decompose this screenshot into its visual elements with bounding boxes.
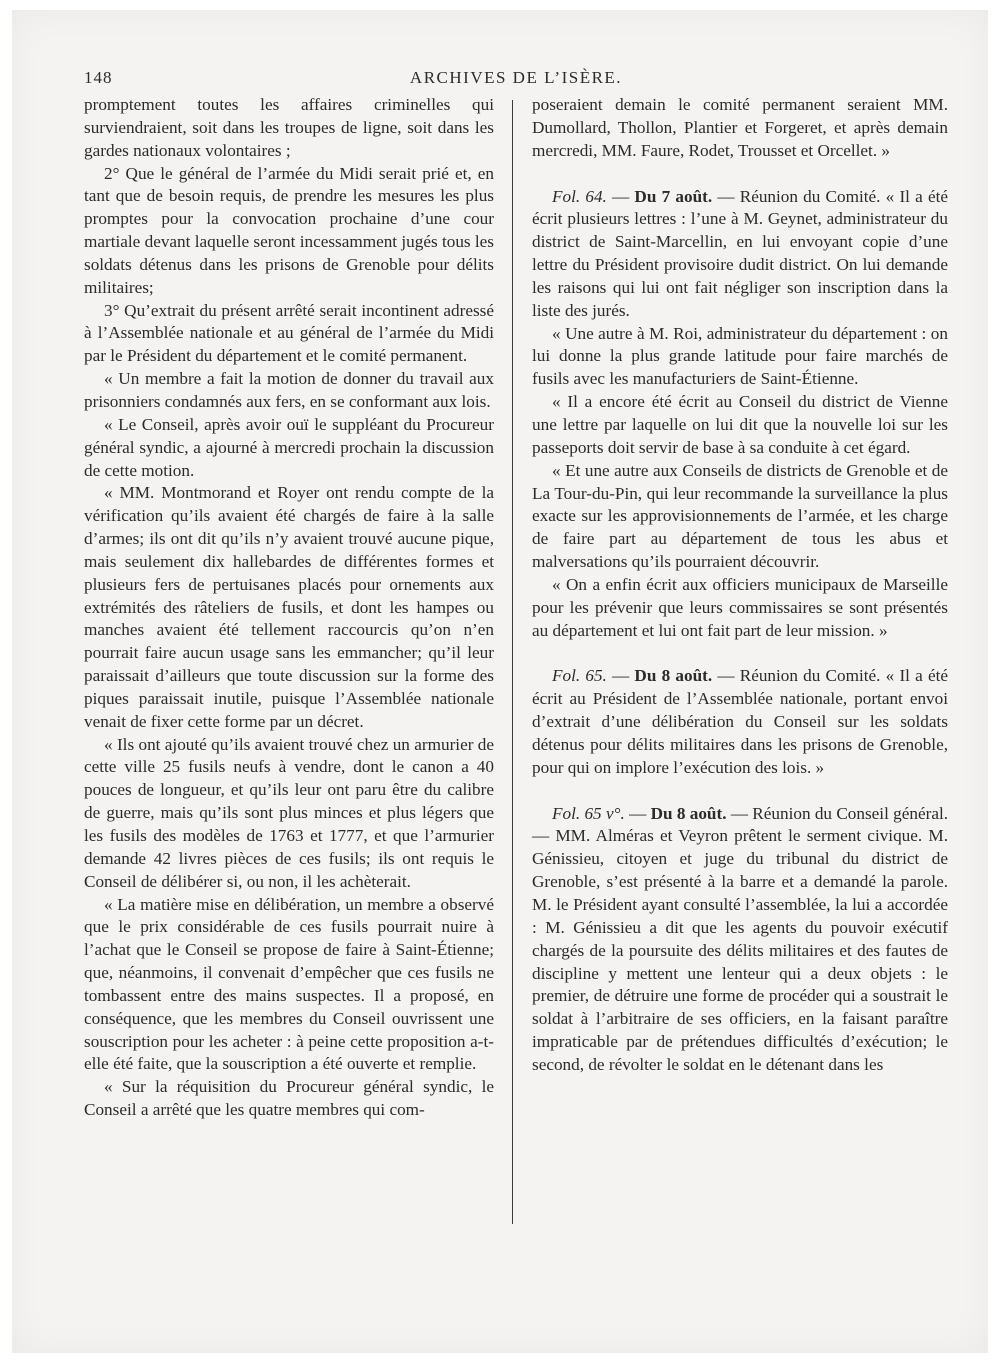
entry-date: Du 7 août. (634, 186, 713, 206)
paragraph: « La matière mise en délibération, un membre a observé que le prix considérable de ces fusils pourrait nuire à l’achat que le Conseil se propose de faire à Saint-Étienne; que, néanmoins, il convenait d’empêcher que ces fusils ne tombassent entre des mains suspectes. Il a proposé, en conséquence, que les membres du Conseil ouvrissent une souscription pour les acheter : à peine cette proposition a-t-elle été faite, que la souscription a été ouverte et remplie. (84, 894, 494, 1074)
paragraph: « Sur la réquisition du Procureur général syndic, le Conseil a arrêté que les quatre membres qui com- (84, 1077, 494, 1120)
paragraph: « Ils ont ajouté qu’ils avaient trouvé chez un armurier de cette ville 25 fusils neufs à vendre, dont le canon a 40 pouces de longueur, et qu’ils leur ont paru être du calibre de guerre, mais qu’ils sont plus minces et plus légers que les fusils des modèles de 1763 et 1777, et que l’armurier demande 42 livres pièces de ces fusils; ils ont requis le Conseil de délibérer si, ou non, il les achèterait. (84, 734, 494, 891)
left-column (84, 94, 494, 1122)
paragraph: 2° Que le général de l’armée du Midi serait prié et, en tant que de besoin requis, de prendre les mesures les plus promptes pour la convocation prochaine d’une cour martiale devant laquelle seront incessamment jugés tous les soldats détenus dans les prisons de Grenoble pour délits militaires; (84, 163, 494, 297)
paragraph: « Une autre à M. Roi, administrateur du département : on lui donne la plus grande latitude pour faire marchés de fusils avec les manufacturiers de Saint-Étienne. (532, 323, 948, 389)
right-column (532, 94, 948, 1077)
column-divider (512, 100, 513, 1224)
entry-text: — Réunion du Comité. « Il a été écrit au Président de l’Assemblée nationale, portant envoi d’extrait d’une délibération du Conseil sur les soldats détenus pour délits militaires dans les prisons de Grenoble, pour qui on implore l’exécution des lois. » (532, 666, 948, 777)
entry-fol-65v: Fol. 65 v°. — Du 8 août. — Réunion du Conseil général. — MM. Alméras et Veyron prêtent le serment civique. M. Génissieu, citoyen et juge du tribunal du district de Grenoble, s’est présenté à la barre et a demandé la parole. M. le Président ayant consulté l’assemblée, la lui a accordée : M. Génissieu a dit que les agents du pouvoir exécutif chargés de la poursuite des délits militaires et des fautes de discipline y mettent une lenteur qui a deux objets : le premier, de détruire une forme de procéder qui a soustrait le soldat à l’arbitraire de ses officiers, en la faisant paraître impraticable par de prétendues difficultés d’exécution; le second, de révolter le soldat en le détenant dans les (532, 803, 949, 1074)
running-title: ARCHIVES DE L’ISÈRE. (409, 68, 623, 87)
entry-date: Du 8 août. (634, 666, 713, 686)
folio-ref: Fol. 64. (552, 186, 607, 206)
page-header (84, 68, 948, 94)
paragraph: « On a enfin écrit aux officiers municipaux de Marseille pour les prévenir que leurs commissaires se sont présentés au département et lui ont fait part de leur mission. » (532, 574, 948, 640)
entry-fol-64: Fol. 64. — Du 7 août. — Réunion du Comité. « Il a été écrit plusieurs lettres : l’une à M. Geynet, administrateur du district de Saint-Marcellin, en lui envoyant copie d’une lettre du Président provisoire dudit district. On lui demande les raisons qui lui ont fait négliger son inscription dans la liste des jurés. (532, 186, 948, 320)
paragraph: promptement toutes les affaires criminelles qui surviendraient, soit dans les troupes de ligne, soit dans les gardes nationaux volontaires ; (84, 95, 494, 160)
entry-text: — Réunion du Conseil général. — MM. Alméras et Veyron prêtent le serment civique. M. Génissieu, citoyen et juge du tribunal du district de Grenoble, s’est présenté à la barre et a demandé la parole. M. le Président ayant consulté l’assemblée, la lui a accordée : M. Génissieu a dit que les agents du pouvoir exécutif chargés de la poursuite des délits militaires et des fautes de discipline y mettent une lenteur qui a deux objets : le premier, de détruire une forme de procéder qui a soustrait le soldat à l’arbitraire de ses officiers, en la faisant paraître impraticable par de prétendues difficultés d’exécution; le second, de révolter le soldat en le détenant dans les (532, 803, 949, 1074)
paragraph: poseraient demain le comité permanent seraient MM. Dumollard, Thollon, Plantier et Forgeret, et après demain mercredi, MM. Faure, Rodet, Trousset et Orcellet. » (532, 95, 948, 160)
entry-date: Du 8 août. (650, 803, 727, 823)
paragraph: « Le Conseil, après avoir ouï le suppléant du Procureur général syndic, a ajourné à mercredi prochain la discussion de cette motion. (84, 414, 494, 480)
folio-ref: Fol. 65 v°. (552, 803, 625, 823)
paragraph: 3° Qu’extrait du présent arrêté serait incontinent adressé à l’Assemblée nationale et au général de l’armée du Midi par le Président du département et le comité permanent. (84, 300, 494, 366)
entry-fol-65: Fol. 65. — Du 8 août. — Réunion du Comité. « Il a été écrit au Président de l’Assemblée nationale, portant envoi d’extrait d’une délibération du Conseil sur les soldats détenus pour délits militaires dans les prisons de Grenoble, pour qui on implore l’exécution des lois. » (532, 666, 948, 777)
paragraph: « Et une autre aux Conseils de districts de Grenoble et de La Tour-du-Pin, qui leur recommande la surveillance la plus exacte sur les approvisionnements de l’armée, et les charge de faire part au département de tous les abus et malversations qu’ils pourraient découvrir. (532, 460, 948, 572)
entry-text: — Réunion du Comité. « Il a été écrit plusieurs lettres : l’une à M. Geynet, administrateur du district de Saint-Marcellin, en lui envoyant copie d’une lettre du Président provisoire dudit district. On lui demande les raisons qui lui ont fait négliger son inscription dans la liste des jurés. (532, 186, 948, 320)
paragraph: « Un membre a fait la motion de donner du travail aux prisonniers condamnés aux fers, en se conformant aux lois. (84, 369, 494, 411)
paragraph: « MM. Montmorand et Royer ont rendu compte de la vérification qu’ils avaient été chargés de faire à la salle d’armes; ils ont dit qu’ils n’y avaient trouvé aucune pique, mais seulement dix hallebardes de différentes formes et plusieurs fers de pertuisanes placés pour ornements aux extrémités des râteliers de fusils, et dont les hampes ou manches avaient été tellement raccourcis qu’on n’en pourrait faire aucun usage sans les emmancher; qu’il leur paraissait d’ailleurs que toute discussion sur la forme des piques paraissait inutile, puisque l’Assemblée nationale venait de fixer cette forme par un décret. (84, 483, 494, 731)
paragraph: « Il a encore été écrit au Conseil du district de Vienne une lettre par laquelle on lui dit que la nouvelle loi sur les passeports doit servir de base à sa conduite à cet égard. (532, 392, 948, 457)
page-number: 148 (84, 68, 113, 87)
folio-ref: Fol. 65. (552, 666, 607, 686)
